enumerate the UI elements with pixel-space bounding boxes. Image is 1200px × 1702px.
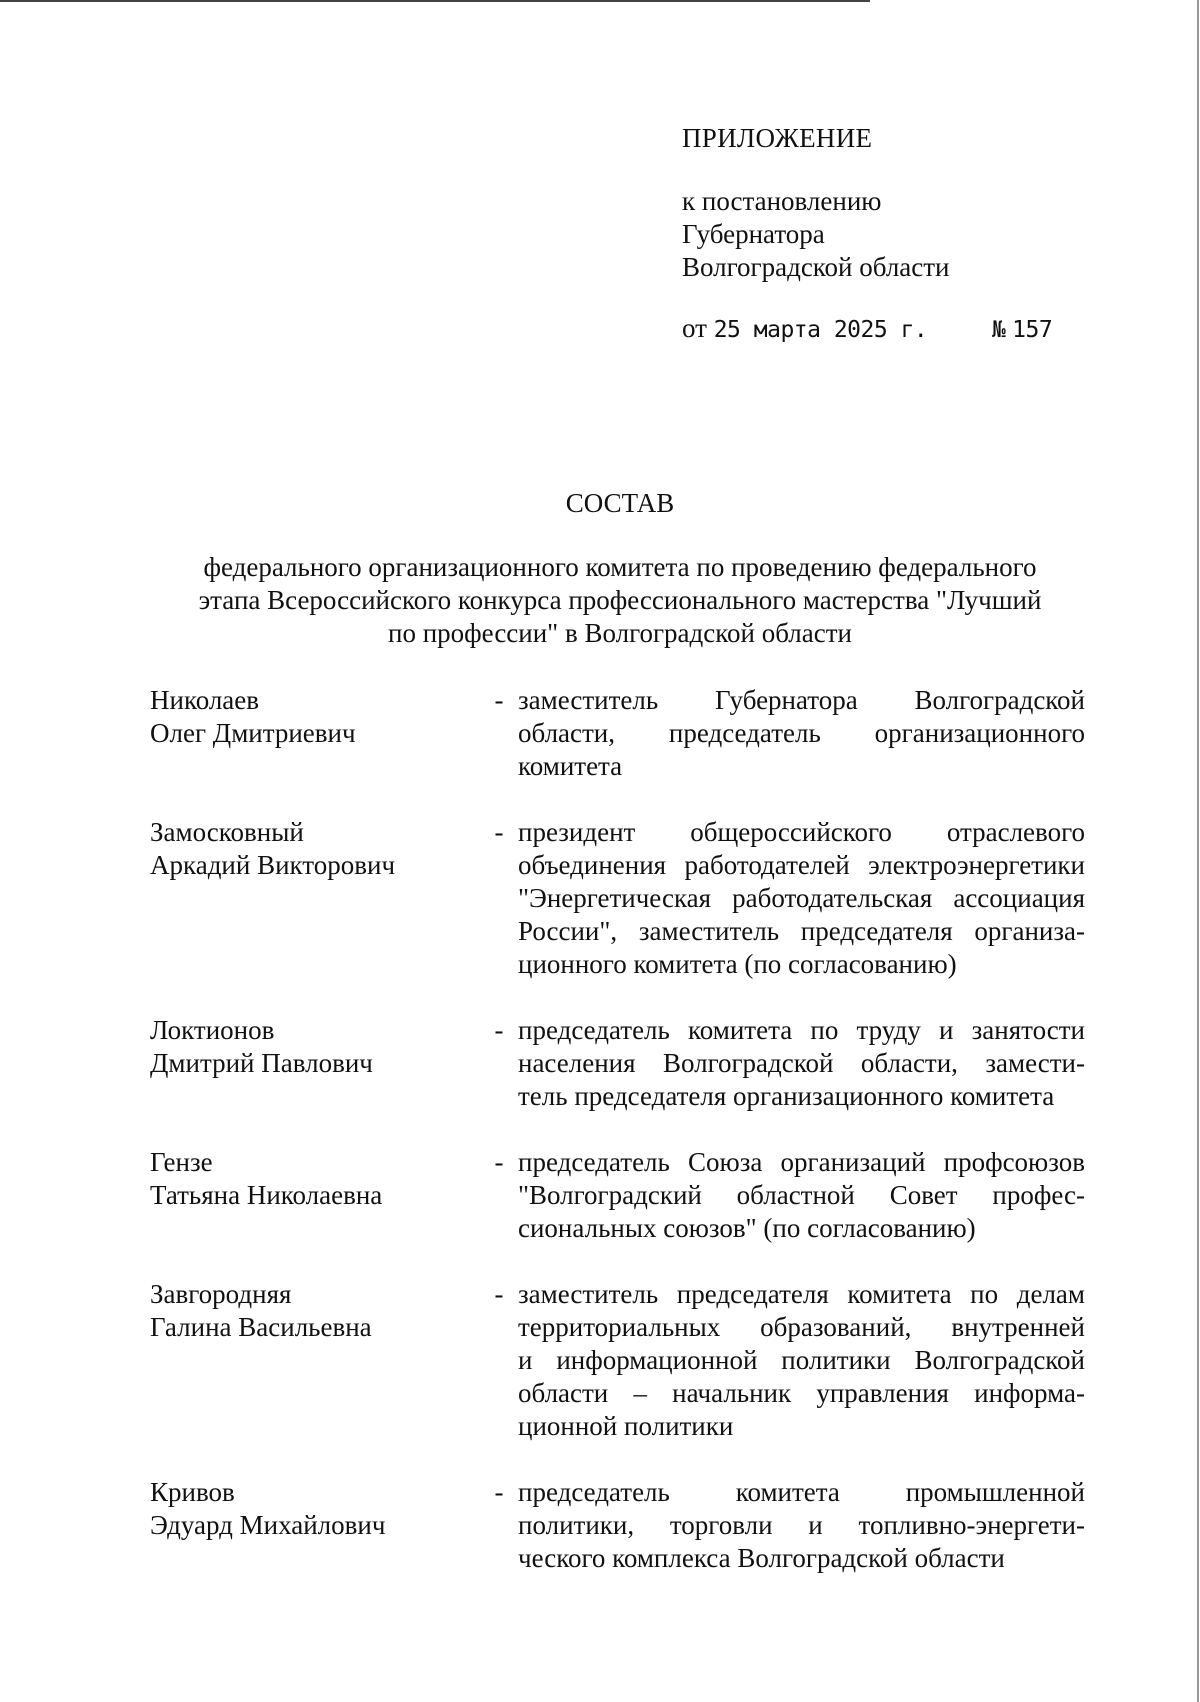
member-row <box>150 1476 1085 1575</box>
role-line: председатель комитета промышленной <box>518 1477 1085 1507</box>
role-line: ческого комплекса Волгоградской области <box>518 1543 1005 1573</box>
decree-date: 25 марта 2025 г. <box>713 317 928 343</box>
member-dash: - <box>494 1477 504 1507</box>
role-line: "Волгоградский областной Совет профес- <box>518 1180 1085 1210</box>
member-row <box>150 684 1085 783</box>
member-dash: - <box>494 685 504 715</box>
member-name <box>150 1014 480 1113</box>
scan-top-edge <box>0 0 870 2</box>
role-line: председатель Союза организаций профсоюзов <box>518 1147 1085 1177</box>
document-subtitle <box>150 551 1090 650</box>
date-prefix: от <box>682 313 707 343</box>
role-line: области, председатель организационного <box>518 718 1085 748</box>
scan-right-edge <box>1197 0 1199 1702</box>
member-name <box>150 816 480 981</box>
member-role <box>518 684 1085 783</box>
decree-date-row <box>682 312 1052 347</box>
member-row <box>150 1278 1085 1443</box>
member-surname: Замосковный <box>150 817 304 847</box>
member-role <box>518 1014 1085 1113</box>
document-title: СОСТАВ <box>565 488 675 518</box>
member-row <box>150 816 1085 981</box>
subtitle-line: этапа Всероссийского конкурса профессионального мастерства "Лучший <box>198 585 1042 615</box>
appendix-block <box>682 122 1052 347</box>
role-line: заместитель председателя комитета по делам <box>518 1279 1085 1309</box>
appendix-to-line-1: к постановлению <box>682 186 882 216</box>
member-surname: Николаев <box>150 685 260 715</box>
role-line: и информационной политики Волгоградской <box>518 1345 1085 1375</box>
member-row <box>150 1014 1085 1113</box>
role-line: России", заместитель председателя организа- <box>518 916 1085 946</box>
member-surname: Гензе <box>150 1147 213 1177</box>
member-role <box>518 816 1085 981</box>
role-line: объединения работодателей электроэнергетики <box>518 850 1085 880</box>
member-name <box>150 1146 480 1245</box>
member-surname: Завгородняя <box>150 1279 292 1309</box>
member-row <box>150 1146 1085 1245</box>
appendix-to-line-3: Волгоградской области <box>682 252 950 282</box>
member-given-names: Эдуард Михайлович <box>150 1510 386 1540</box>
member-name <box>150 1278 480 1443</box>
decree-number-label: № <box>992 317 1006 343</box>
decree-number: 157 <box>1012 317 1053 343</box>
role-line: области – начальник управления информа- <box>518 1378 1085 1408</box>
member-given-names: Татьяна Николаевна <box>150 1180 383 1210</box>
role-line: председатель комитета по труду и занятости <box>518 1015 1085 1045</box>
role-line: территориальных образований, внутренней <box>518 1312 1085 1342</box>
committee-member-list <box>150 684 1085 1608</box>
subtitle-line: по профессии" в Волгоградской области <box>388 618 852 648</box>
role-line: ционной политики <box>518 1411 734 1441</box>
member-given-names: Дмитрий Павлович <box>150 1048 373 1078</box>
member-name <box>150 684 480 783</box>
role-line: заместитель Губернатора Волгоградской <box>518 685 1085 715</box>
role-line: населения Волгоградской области, замести- <box>518 1048 1085 1078</box>
member-dash: - <box>494 817 504 847</box>
member-role <box>518 1476 1085 1575</box>
member-surname: Локтионов <box>150 1015 275 1045</box>
role-line: политики, торговли и топливно-энергети- <box>518 1510 1085 1540</box>
member-role <box>518 1278 1085 1443</box>
member-surname: Кривов <box>150 1477 235 1507</box>
subtitle-line: федерального организационного комитета по проведению федерального <box>203 552 1037 582</box>
role-line: ционного комитета (по согласованию) <box>518 949 957 979</box>
member-given-names: Аркадий Викторович <box>150 850 396 880</box>
role-line: президент общероссийского отраслевого <box>518 817 1085 847</box>
member-name <box>150 1476 480 1575</box>
member-given-names: Олег Дмитриевич <box>150 718 356 748</box>
role-line: сиональных союзов" (по согласованию) <box>518 1213 976 1243</box>
member-dash: - <box>494 1015 504 1045</box>
role-line: комитета <box>518 751 623 781</box>
member-given-names: Галина Васильевна <box>150 1312 372 1342</box>
appendix-to-line-2: Губернатора <box>682 219 825 249</box>
role-line: тель председателя организационного комитета <box>518 1081 1055 1111</box>
member-role <box>518 1146 1085 1245</box>
member-dash: - <box>494 1279 504 1309</box>
appendix-heading: ПРИЛОЖЕНИЕ <box>682 123 873 153</box>
role-line: "Энергетическая работодательская ассоциация <box>518 883 1085 913</box>
member-dash: - <box>494 1147 504 1177</box>
